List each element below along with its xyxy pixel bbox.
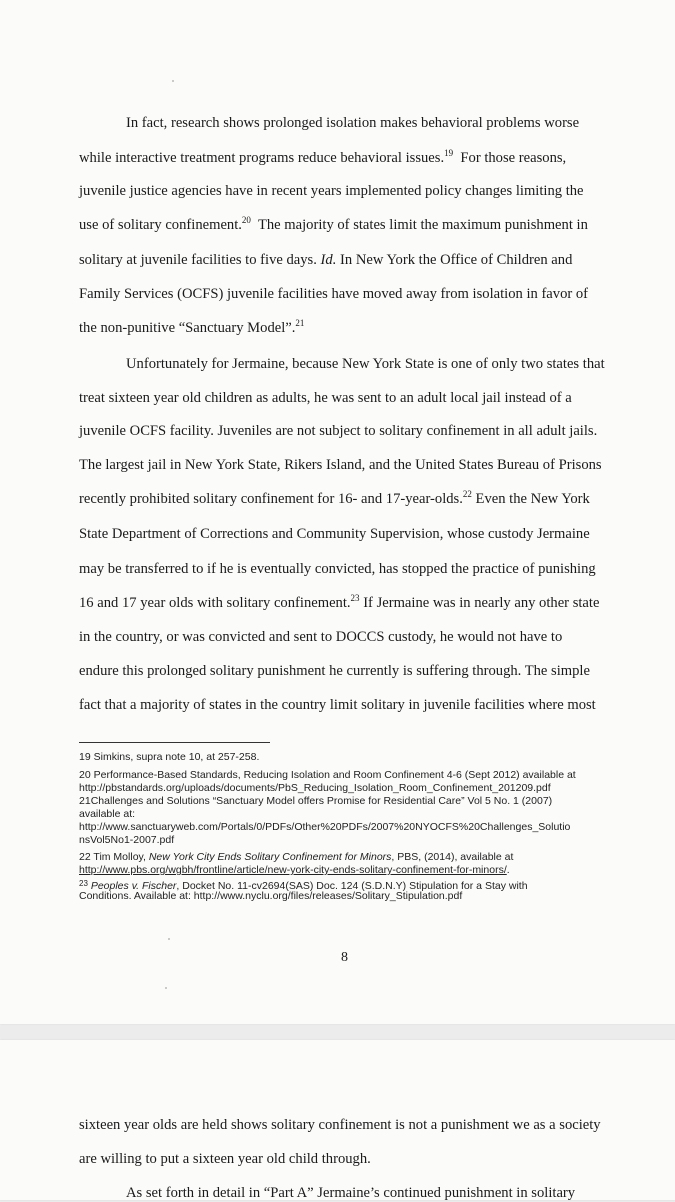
footnote-divider: [79, 742, 270, 743]
footnote-ref-19[interactable]: 19: [444, 148, 454, 158]
paragraph-1-line-1: In fact, research shows prolonged isolation makes behavioral problems worse: [126, 115, 580, 131]
footnote-22-link[interactable]: http://www.pbs.org/wgbh/frontline/article/new-york-city-ends-solitary-confinement-for-minors/: [79, 864, 507, 876]
page-number: 8: [341, 950, 348, 965]
footnote-21-url[interactable]: http://www.sanctuaryweb.com/Portals/0/PDFs/Other%20PDFs/2007%20NYOCFS%20Challenges_Solutio: [79, 821, 571, 833]
paragraph-2-line-2: treat sixteen year old children as adults, he was sent to an adult local jail instead of a: [79, 390, 572, 406]
paragraph-1-line-2: while interactive treatment programs reduce behavioral issues.$^{19}$ For those reasons,: [79, 148, 567, 166]
paragraph-2-line-1: Unfortunately for Jermaine, because New York State is one of only two states that: [126, 356, 605, 372]
footnote-21-line-1: 21Challenges and Solutions “Sanctuary Model offers Promise for Residential Care” Vol 5 No. 1 (2007): [79, 795, 553, 807]
scan-speck: [168, 938, 170, 940]
footnote-ref-21[interactable]: 21: [295, 318, 305, 328]
footnote-19: 19 Simkins, supra note 10, at 257-258.: [79, 751, 260, 763]
document-page-next: [0, 1040, 675, 1200]
paragraph-2-line-5: recently prohibited solitary confinement for 16- and 17-year-olds.$^{22}$ Even the New York: [79, 489, 590, 507]
footnote-ref-20[interactable]: 20: [241, 215, 251, 225]
paragraph-2-line-10: endure this prolonged solitary punishment he currently is suffering through. The simple: [79, 663, 590, 679]
paragraph-1-line-7: the non-punitive “Sanctuary Model”.$^{21}$: [79, 318, 305, 336]
scan-speck: [165, 987, 167, 989]
paragraph-1-line-6: Family Services (OCFS) juvenile facilities have moved away from isolation in favor of: [79, 286, 589, 302]
paragraph-2-line-7: may be transferred to if he is eventually convicted, has stopped the practice of punishing: [79, 561, 596, 577]
footnote-20-line-1: 20 Performance-Based Standards, Reducing Isolation and Room Confinement 4-6 (Sept 2012) available at: [79, 769, 576, 781]
paragraph-2-line-9: in the country, or was convicted and sent to DOCCS custody, he would not have to: [79, 629, 563, 645]
paragraph-2-line-6: State Department of Corrections and Community Supervision, whose custody Jermaine: [79, 526, 590, 542]
paragraph-2-line-8: 16 and 17 year olds with solitary confinement.$^{23}$ If Jermaine was in nearly any other state: [79, 593, 600, 611]
case-name: Peoples v. Fischer: [90, 880, 177, 892]
footnote-22-line-1: 22 Tim Molloy, New York City Ends Solitary Confinement for Minors, PBS, (2014), available at: [79, 851, 514, 863]
footnote-21-line-2: available at:: [79, 808, 136, 820]
footnote-22-line-2: http://www.pbs.org/wgbh/frontline/article/new-york-city-ends-solitary-confinement-for-minors/.: [79, 864, 510, 876]
footnote-ref-22[interactable]: 22: [462, 489, 472, 499]
footnote-23-line-2: Conditions. Available at: http://www.nyclu.org/files/releases/Solitary_Stipulation.pdf: [79, 890, 463, 902]
page2-line-2: are willing to put a sixteen year old child through.: [79, 1151, 371, 1167]
page2-line-1: sixteen year olds are held shows solitary confinement is not a punishment we as a society: [79, 1117, 601, 1133]
paragraph-1-line-3: juvenile justice agencies have in recent years implemented policy changes limiting the: [79, 183, 584, 199]
page2-line-3: As set forth in detail in “Part A” Jermaine’s continued punishment in solitary: [126, 1185, 576, 1201]
footnote-20-url[interactable]: http://pbstandards.org/uploads/documents/PbS_Reducing_Isolation_Room_Confinement_201209.pdf: [79, 782, 551, 794]
footnote-21-url-cont[interactable]: nsVol5No1-2007.pdf: [79, 834, 175, 846]
paragraph-2-line-11: fact that a majority of states in the country limit solitary in juvenile facilities where most: [79, 697, 596, 713]
paragraph-1-line-5: solitary at juvenile facilities to five days. Id. In New York the Office of Children and: [79, 252, 573, 268]
footnote-ref-23[interactable]: 23: [350, 593, 360, 603]
paragraph-1-line-4: use of solitary confinement.$^{20}$ The majority of states limit the maximum punishment in: [79, 215, 588, 233]
paragraph-2-line-3: juvenile OCFS facility. Juveniles are not subject to solitary confinement in all adult jails.: [79, 423, 598, 439]
footnote-23-line-1: $^{23}$ Peoples v. Fischer, Docket No. 11-cv2694(SAS) Doc. 124 (S.D.N.Y) Stipulation for a Stay with: [79, 879, 528, 892]
id-citation: Id.: [320, 252, 337, 268]
paragraph-2-line-4: The largest jail in New York State, Rikers Island, and the United States Bureau of Prisons: [79, 457, 602, 473]
scan-speck: [172, 80, 174, 82]
article-title: New York City Ends Solitary Confinement for Minors: [148, 851, 392, 863]
